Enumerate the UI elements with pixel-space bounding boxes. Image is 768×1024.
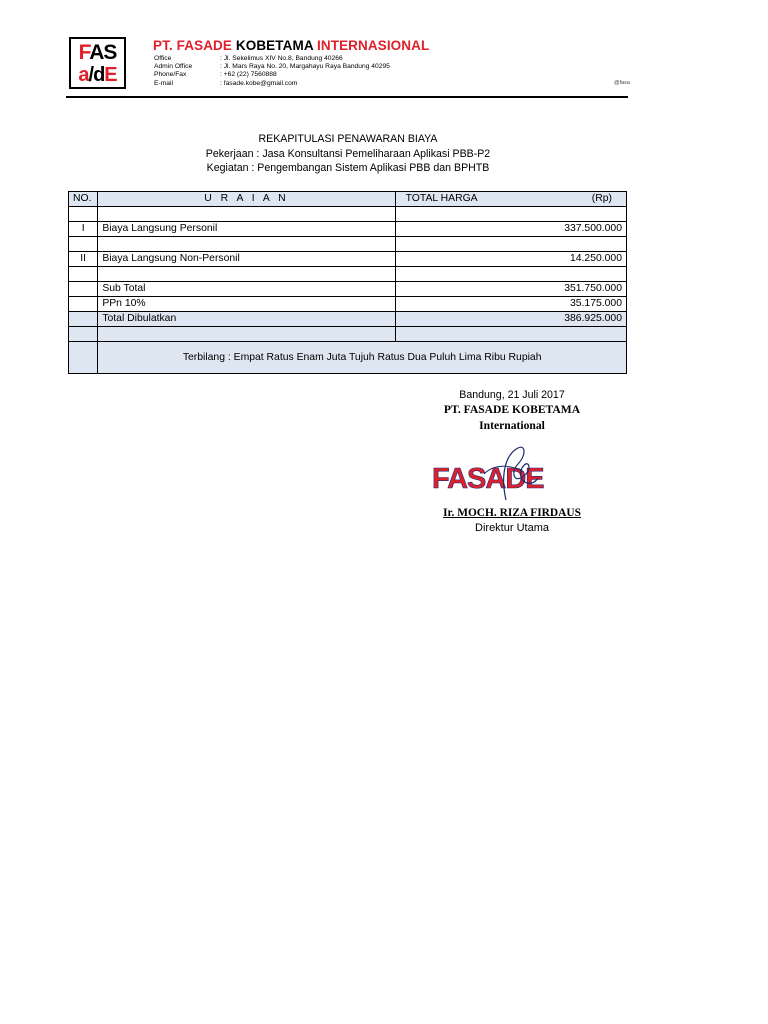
table-row [69, 252, 627, 267]
contact-office: Office : Jl. Sekelimus XIV No.8, Bandung 40266 [154, 55, 343, 62]
signatory-name: Ir. MOCH. RIZA FIRDAUS [443, 507, 581, 519]
table-row-blank [69, 237, 627, 252]
kegiatan-line: Kegiatan : Pengembangan Sistem Aplikasi PBB dan BPHTB [206, 162, 490, 174]
grand-total-amount: 386.925.000 [395, 312, 626, 327]
row-amount: 14.250.000 [395, 252, 626, 267]
subtotal-label: Sub Total [98, 282, 395, 297]
row-number: I [69, 222, 98, 237]
stamp-lettering: FASADE [432, 463, 544, 495]
letterhead-divider [66, 96, 628, 98]
pekerjaan-line: Pekerjaan : Jasa Konsultansi Pemeliharaan Aplikasi PBB-P2 [205, 147, 491, 160]
subtotal-row [69, 282, 627, 297]
contact-email: E-mail : fasade.kobe@gmail.com [154, 79, 298, 87]
table-header-row [69, 192, 627, 207]
letterhead [66, 33, 628, 95]
ppn-row [69, 297, 627, 312]
signatory-company-suffix: International [479, 419, 545, 432]
header-total-label: TOTAL HARGA [405, 193, 478, 204]
document-headings [68, 132, 628, 176]
table-row-blank [69, 327, 627, 342]
table-row-blank [69, 267, 627, 282]
table-row [69, 222, 627, 237]
subtotal-amount: 351.750.000 [395, 282, 626, 297]
row-description: Biaya Langsung Non-Personil [98, 252, 395, 267]
terbilang-row [69, 342, 627, 374]
ppn-label: PPn 10% [98, 297, 395, 312]
document-title: REKAPITULASI PENAWARAN BIAYA [258, 133, 438, 145]
table-row-blank [69, 207, 627, 222]
signature-block [414, 388, 610, 536]
row-number: II [69, 252, 98, 267]
signatory-title: Direktur Utama [475, 522, 549, 534]
ppn-amount: 35.175.000 [395, 297, 626, 312]
signature-stamp [414, 434, 610, 508]
signature-image [414, 434, 610, 508]
company-logo [69, 37, 126, 89]
row-description: Biaya Langsung Personil [98, 222, 395, 237]
contact-phone: Phone/Fax : +62 (22) 7560888 [154, 71, 277, 79]
header-no: NO. [69, 192, 98, 207]
grand-total-label: Total Dibulatkan [98, 312, 395, 327]
cost-recap-table [68, 191, 627, 374]
place-date: Bandung, 21 Juli 2017 [459, 389, 565, 401]
company-name: PT. FASADE KOBETAMA INTERNASIONAL [153, 38, 430, 53]
contact-admin-office: Admin Office : Jl. Mars Raya No. 20, Margahayu Raya Bandung 40295 [154, 63, 390, 71]
header-total-harga [395, 192, 626, 207]
grand-total-row [69, 312, 627, 327]
watermark: @fasa [614, 80, 630, 86]
logo-text-top: FAS [78, 41, 117, 64]
logo-text-bottom: a/dE [78, 64, 117, 86]
terbilang-text: Terbilang : Empat Ratus Enam Juta Tujuh Ratus Dua Puluh Lima Ribu Rupiah [182, 351, 542, 363]
header-currency: (Rp) [591, 193, 612, 204]
signatory-company: PT. FASADE KOBETAMA [443, 403, 581, 416]
contact-details [154, 55, 390, 88]
header-uraian: U R A I A N [98, 192, 395, 207]
row-amount: 337.500.000 [395, 222, 626, 237]
